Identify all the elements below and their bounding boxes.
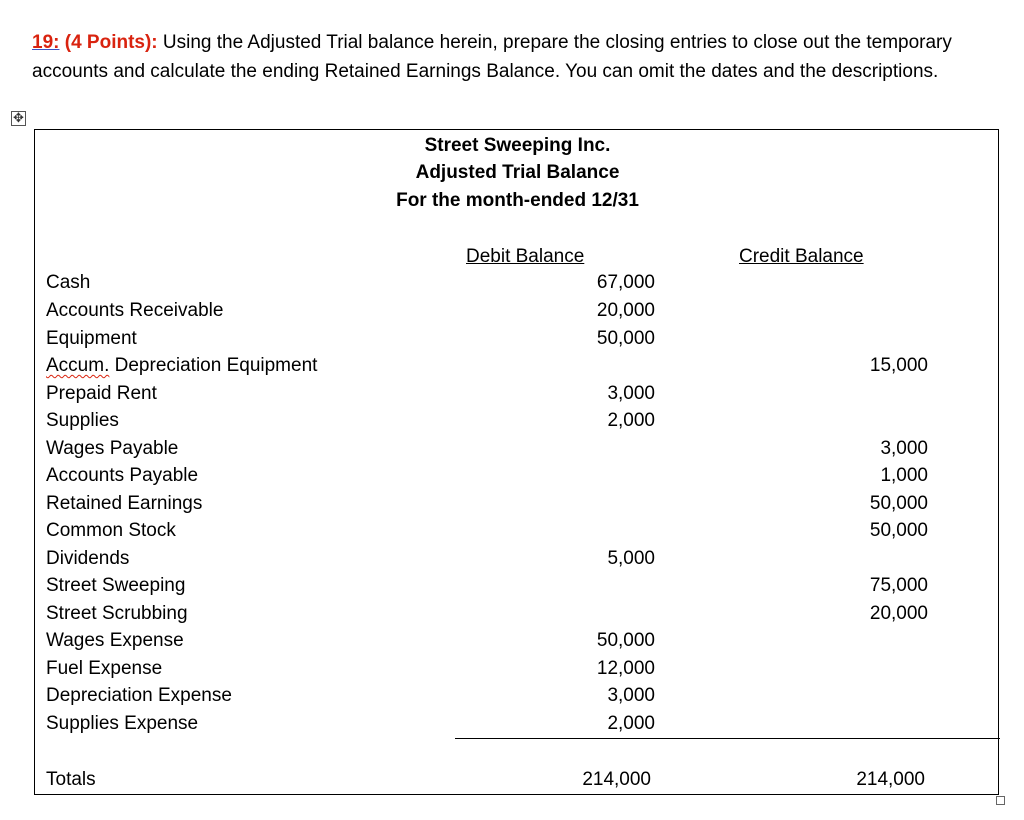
account-name: Dividends bbox=[46, 548, 130, 569]
credit-total: 214,000 bbox=[856, 769, 925, 790]
account-name: Supplies Expense bbox=[46, 713, 199, 734]
totals-divider bbox=[455, 738, 1000, 739]
account-name: Retained Earnings bbox=[46, 493, 203, 514]
debit-value: 67,000 bbox=[596, 272, 655, 293]
account-name: Common Stock bbox=[46, 520, 176, 541]
account-name: Equipment bbox=[46, 328, 137, 349]
table-move-handle-icon[interactable]: ✥ bbox=[11, 111, 26, 126]
account-name: Accounts Receivable bbox=[46, 300, 224, 321]
spelling-flag: Accum. bbox=[46, 355, 110, 376]
debit-value: 50,000 bbox=[596, 328, 655, 349]
company-name: Street Sweeping Inc. bbox=[424, 135, 611, 156]
account-name: Accounts Payable bbox=[46, 465, 199, 486]
debit-value: 2,000 bbox=[607, 410, 655, 431]
question-body: Using the Adjusted Trial balance herein, prepare the closing entries to close out the temporary accounts and calculate the ending Retained Earnings Balance. You can omit the dates and the descriptions. bbox=[32, 32, 952, 82]
question-points: (4 Points): bbox=[64, 32, 158, 53]
credit-value: 3,000 bbox=[880, 438, 928, 459]
credit-value: 50,000 bbox=[869, 520, 928, 541]
credit-value: 50,000 bbox=[869, 493, 928, 514]
debit-value: 5,000 bbox=[607, 548, 655, 569]
credit-value: 15,000 bbox=[869, 355, 928, 376]
question-number: 19: (4 Points): bbox=[32, 32, 158, 53]
account-name: Supplies bbox=[46, 410, 119, 431]
debit-value: 3,000 bbox=[607, 685, 655, 706]
account-name: Accum. Depreciation Equipment bbox=[46, 355, 318, 376]
report-title: Adjusted Trial Balance bbox=[415, 162, 620, 183]
debit-value: 50,000 bbox=[596, 630, 655, 651]
account-name: Fuel Expense bbox=[46, 658, 163, 679]
table-resize-handle-icon[interactable] bbox=[996, 796, 1005, 805]
debit-value: 20,000 bbox=[596, 300, 655, 321]
account-name: Street Scrubbing bbox=[46, 603, 188, 624]
credit-value: 1,000 bbox=[880, 465, 928, 486]
report-period: For the month-ended 12/31 bbox=[396, 190, 639, 211]
trial-balance-table bbox=[34, 129, 999, 795]
debit-balance-header: Debit Balance bbox=[466, 246, 585, 267]
account-name: Wages Expense bbox=[46, 630, 184, 651]
account-name: Depreciation Expense bbox=[46, 685, 232, 706]
credit-value: 75,000 bbox=[869, 575, 928, 596]
account-name: Prepaid Rent bbox=[46, 383, 157, 404]
debit-value: 2,000 bbox=[607, 713, 655, 734]
account-name: Wages Payable bbox=[46, 438, 179, 459]
question-text bbox=[32, 28, 992, 86]
credit-value: 20,000 bbox=[869, 603, 928, 624]
debit-value: 12,000 bbox=[596, 658, 655, 679]
debit-total: 214,000 bbox=[582, 769, 651, 790]
account-name: Cash bbox=[46, 272, 91, 293]
account-name: Street Sweeping bbox=[46, 575, 186, 596]
credit-balance-header: Credit Balance bbox=[739, 246, 864, 267]
debit-value: 3,000 bbox=[607, 383, 655, 404]
totals-label: Totals bbox=[46, 769, 96, 790]
